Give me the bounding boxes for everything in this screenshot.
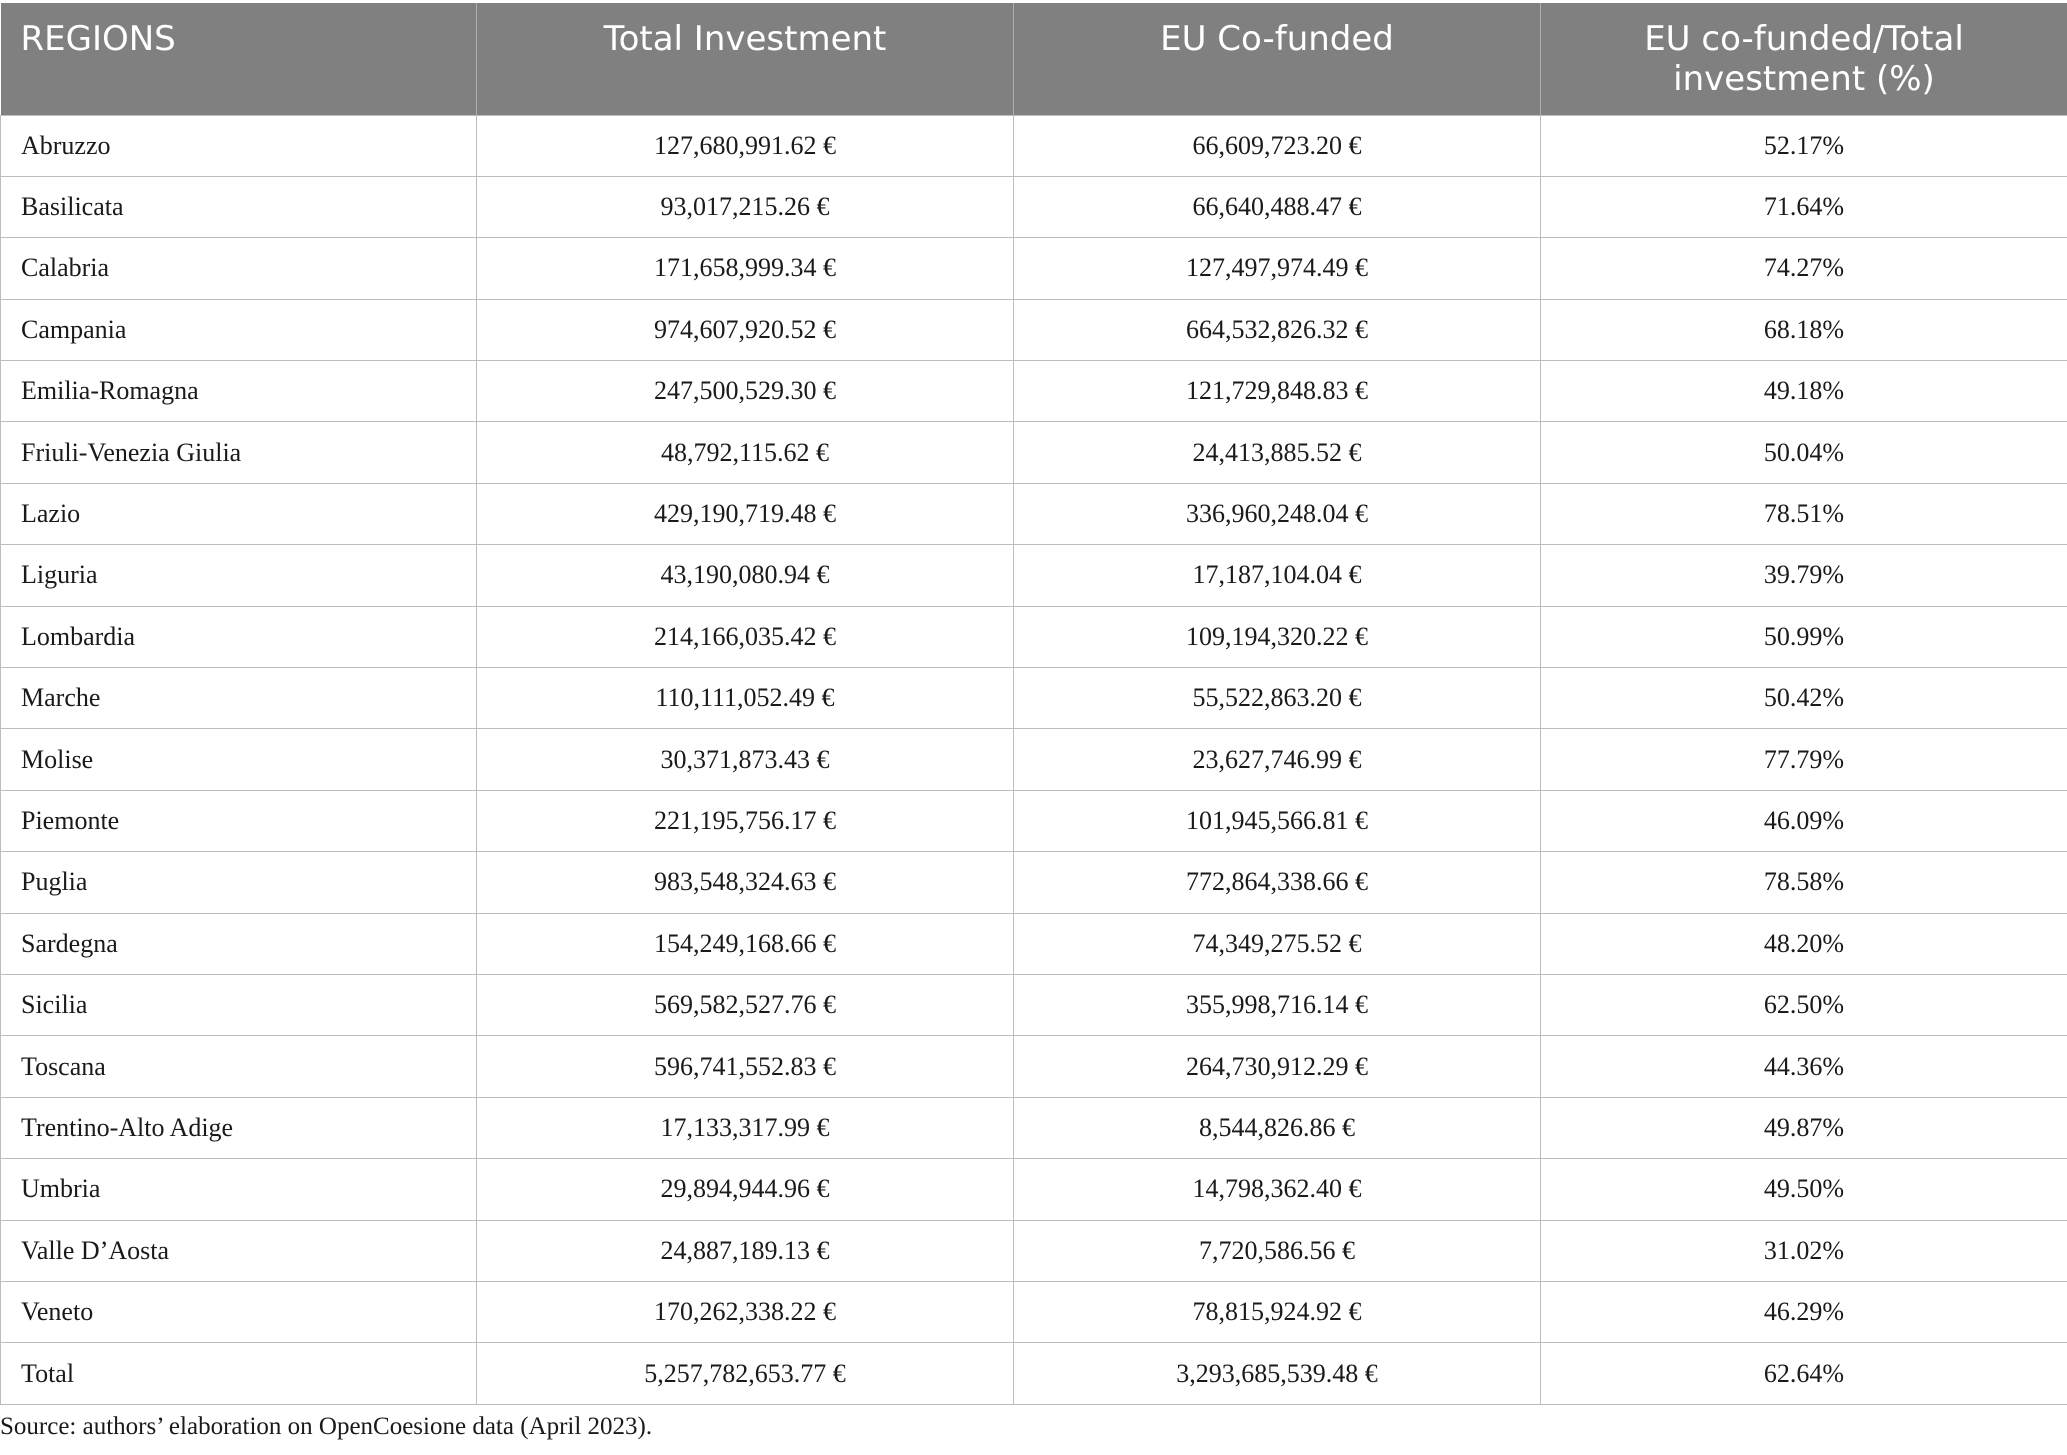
eu-cofunded-cell: 109,194,320.22 € bbox=[1014, 606, 1541, 667]
table-row bbox=[1, 1097, 2067, 1158]
table-row bbox=[1, 1159, 2067, 1220]
header-row bbox=[1, 3, 2067, 115]
total-row bbox=[1, 1343, 2067, 1404]
total-investment-cell: 29,894,944.96 € bbox=[477, 1159, 1014, 1220]
table-row bbox=[1, 1036, 2067, 1097]
region-cell: Molise bbox=[1, 729, 477, 790]
region-cell: Abruzzo bbox=[1, 115, 477, 176]
table-row bbox=[1, 1220, 2067, 1281]
total-investment-cell: 48,792,115.62 € bbox=[477, 422, 1014, 483]
table-row bbox=[1, 913, 2067, 974]
eu-cofunded-cell: 8,544,826.86 € bbox=[1014, 1097, 1541, 1158]
eu-share-cell: 44.36% bbox=[1541, 1036, 2067, 1097]
eu-cofunded-cell: 23,627,746.99 € bbox=[1014, 729, 1541, 790]
eu-cofunded-cell: 264,730,912.29 € bbox=[1014, 1036, 1541, 1097]
eu-share-cell: 49.50% bbox=[1541, 1159, 2067, 1220]
region-cell: Umbria bbox=[1, 1159, 477, 1220]
eu-share-cell: 77.79% bbox=[1541, 729, 2067, 790]
eu-cofunded-cell: 3,293,685,539.48 € bbox=[1014, 1343, 1541, 1404]
table-row bbox=[1, 729, 2067, 790]
eu-share-cell: 68.18% bbox=[1541, 299, 2067, 360]
table-row bbox=[1, 790, 2067, 851]
eu-share-cell: 50.99% bbox=[1541, 606, 2067, 667]
eu-share-cell: 78.51% bbox=[1541, 483, 2067, 544]
region-cell: Total bbox=[1, 1343, 477, 1404]
region-cell: Calabria bbox=[1, 238, 477, 299]
table-row bbox=[1, 1281, 2067, 1342]
total-investment-cell: 5,257,782,653.77 € bbox=[477, 1343, 1014, 1404]
eu-share-cell: 39.79% bbox=[1541, 545, 2067, 606]
region-cell: Piemonte bbox=[1, 790, 477, 851]
eu-cofunded-cell: 14,798,362.40 € bbox=[1014, 1159, 1541, 1220]
eu-cofunded-cell: 121,729,848.83 € bbox=[1014, 361, 1541, 422]
eu-cofunded-cell: 78,815,924.92 € bbox=[1014, 1281, 1541, 1342]
total-investment-cell: 154,249,168.66 € bbox=[477, 913, 1014, 974]
table-row bbox=[1, 852, 2067, 913]
eu-share-cell: 62.50% bbox=[1541, 974, 2067, 1035]
eu-cofunded-cell: 66,640,488.47 € bbox=[1014, 176, 1541, 237]
total-investment-cell: 596,741,552.83 € bbox=[477, 1036, 1014, 1097]
source-note: Source: authors’ elaboration on OpenCoesione data (April 2023). bbox=[0, 1412, 653, 1440]
total-investment-cell: 569,582,527.76 € bbox=[477, 974, 1014, 1035]
region-cell: Campania bbox=[1, 299, 477, 360]
eu-cofunded-cell: 127,497,974.49 € bbox=[1014, 238, 1541, 299]
total-investment-cell: 127,680,991.62 € bbox=[477, 115, 1014, 176]
eu-share-cell: 49.87% bbox=[1541, 1097, 2067, 1158]
table-row bbox=[1, 606, 2067, 667]
region-cell: Lombardia bbox=[1, 606, 477, 667]
eu-cofunded-cell: 74,349,275.52 € bbox=[1014, 913, 1541, 974]
total-investment-cell: 247,500,529.30 € bbox=[477, 361, 1014, 422]
eu-cofunded-cell: 55,522,863.20 € bbox=[1014, 668, 1541, 729]
eu-share-cell: 48.20% bbox=[1541, 913, 2067, 974]
header-eu-cofunded: EU Co-funded bbox=[1014, 3, 1541, 115]
region-cell: Sicilia bbox=[1, 974, 477, 1035]
total-investment-cell: 93,017,215.26 € bbox=[477, 176, 1014, 237]
eu-share-cell: 49.18% bbox=[1541, 361, 2067, 422]
table-row bbox=[1, 483, 2067, 544]
eu-cofunded-cell: 355,998,716.14 € bbox=[1014, 974, 1541, 1035]
header-eu-share-percent: EU co-funded/Total investment (%) bbox=[1541, 3, 2067, 115]
table-row bbox=[1, 545, 2067, 606]
eu-share-cell: 71.64% bbox=[1541, 176, 2067, 237]
table-row bbox=[1, 238, 2067, 299]
table-row bbox=[1, 176, 2067, 237]
region-cell: Marche bbox=[1, 668, 477, 729]
total-investment-cell: 974,607,920.52 € bbox=[477, 299, 1014, 360]
eu-share-cell: 52.17% bbox=[1541, 115, 2067, 176]
total-investment-cell: 429,190,719.48 € bbox=[477, 483, 1014, 544]
region-cell: Liguria bbox=[1, 545, 477, 606]
total-investment-cell: 43,190,080.94 € bbox=[477, 545, 1014, 606]
region-cell: Lazio bbox=[1, 483, 477, 544]
region-cell: Puglia bbox=[1, 852, 477, 913]
total-investment-cell: 214,166,035.42 € bbox=[477, 606, 1014, 667]
eu-cofunded-cell: 24,413,885.52 € bbox=[1014, 422, 1541, 483]
eu-share-cell: 74.27% bbox=[1541, 238, 2067, 299]
eu-share-cell: 78.58% bbox=[1541, 852, 2067, 913]
table-row bbox=[1, 422, 2067, 483]
eu-share-cell: 31.02% bbox=[1541, 1220, 2067, 1281]
table-body bbox=[1, 115, 2067, 1404]
total-investment-cell: 30,371,873.43 € bbox=[477, 729, 1014, 790]
investment-table-container bbox=[0, 3, 2067, 1441]
eu-share-cell: 46.09% bbox=[1541, 790, 2067, 851]
eu-cofunded-cell: 772,864,338.66 € bbox=[1014, 852, 1541, 913]
total-investment-cell: 221,195,756.17 € bbox=[477, 790, 1014, 851]
region-cell: Basilicata bbox=[1, 176, 477, 237]
region-cell: Emilia-Romagna bbox=[1, 361, 477, 422]
eu-cofunded-cell: 17,187,104.04 € bbox=[1014, 545, 1541, 606]
eu-cofunded-cell: 7,720,586.56 € bbox=[1014, 1220, 1541, 1281]
eu-share-cell: 62.64% bbox=[1541, 1343, 2067, 1404]
total-investment-cell: 17,133,317.99 € bbox=[477, 1097, 1014, 1158]
total-investment-cell: 110,111,052.49 € bbox=[477, 668, 1014, 729]
table-row bbox=[1, 361, 2067, 422]
region-cell: Veneto bbox=[1, 1281, 477, 1342]
region-cell: Toscana bbox=[1, 1036, 477, 1097]
region-cell: Trentino-Alto Adige bbox=[1, 1097, 477, 1158]
investment-table bbox=[0, 3, 2067, 1405]
total-investment-cell: 170,262,338.22 € bbox=[477, 1281, 1014, 1342]
header-regions: REGIONS bbox=[1, 3, 477, 115]
eu-cofunded-cell: 336,960,248.04 € bbox=[1014, 483, 1541, 544]
eu-share-cell: 50.04% bbox=[1541, 422, 2067, 483]
eu-cofunded-cell: 101,945,566.81 € bbox=[1014, 790, 1541, 851]
table-row bbox=[1, 974, 2067, 1035]
eu-share-cell: 46.29% bbox=[1541, 1281, 2067, 1342]
table-row bbox=[1, 299, 2067, 360]
total-investment-cell: 171,658,999.34 € bbox=[477, 238, 1014, 299]
eu-cofunded-cell: 664,532,826.32 € bbox=[1014, 299, 1541, 360]
table-header bbox=[1, 3, 2067, 115]
total-investment-cell: 24,887,189.13 € bbox=[477, 1220, 1014, 1281]
total-investment-cell: 983,548,324.63 € bbox=[477, 852, 1014, 913]
eu-share-cell: 50.42% bbox=[1541, 668, 2067, 729]
eu-cofunded-cell: 66,609,723.20 € bbox=[1014, 115, 1541, 176]
header-total-investment: Total Investment bbox=[477, 3, 1014, 115]
table-row bbox=[1, 115, 2067, 176]
region-cell: Friuli-Venezia Giulia bbox=[1, 422, 477, 483]
region-cell: Sardegna bbox=[1, 913, 477, 974]
region-cell: Valle D’Aosta bbox=[1, 1220, 477, 1281]
table-row bbox=[1, 668, 2067, 729]
